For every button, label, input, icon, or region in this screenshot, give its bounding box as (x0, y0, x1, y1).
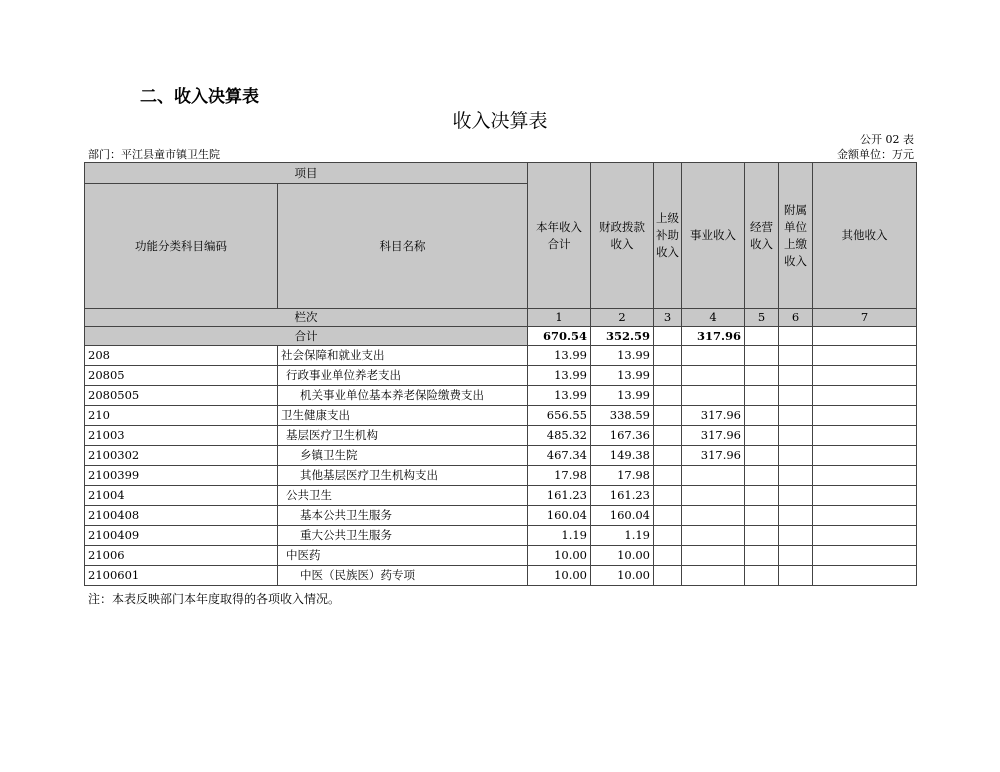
row-value (745, 526, 779, 546)
row-value (682, 386, 745, 406)
row-value: 656.55 (528, 406, 591, 426)
row-value (813, 446, 917, 466)
row-value (682, 486, 745, 506)
row-code: 2100408 (85, 506, 278, 526)
row-value (779, 346, 813, 366)
row-value (779, 506, 813, 526)
unit-label: 金额单位：万元 (837, 148, 914, 161)
row-value (682, 366, 745, 386)
row-value: 17.98 (591, 466, 654, 486)
row-value (745, 426, 779, 446)
row-name: 中医（民族医）药专项 (278, 566, 528, 586)
header-col5: 经营收入 (745, 163, 779, 309)
data-rows (85, 346, 917, 586)
row-value (813, 346, 917, 366)
row-value (745, 386, 779, 406)
row-value (682, 526, 745, 546)
income-table (84, 162, 917, 586)
row-value (654, 506, 682, 526)
header-col3: 上级补助收入 (654, 163, 682, 309)
section-title: 二、收入决算表 (140, 87, 259, 107)
row-value: 149.38 (591, 446, 654, 466)
header-name: 科目名称 (278, 184, 528, 309)
row-value (745, 346, 779, 366)
index-label: 栏次 (85, 309, 528, 327)
row-value (779, 526, 813, 546)
table-row (85, 486, 917, 506)
row-value (654, 346, 682, 366)
row-name: 公共卫生 (278, 486, 528, 506)
footnote: 注：本表反映部门本年度取得的各项收入情况。 (88, 592, 341, 606)
row-value (654, 426, 682, 446)
row-name: 基本公共卫生服务 (278, 506, 528, 526)
row-code: 20805 (85, 366, 278, 386)
row-value: 1.19 (591, 526, 654, 546)
row-code: 210 (85, 406, 278, 426)
row-value: 167.36 (591, 426, 654, 446)
row-value (779, 486, 813, 506)
table-row (85, 466, 917, 486)
row-value: 467.34 (528, 446, 591, 466)
row-value (654, 386, 682, 406)
table-row (85, 546, 917, 566)
row-value (813, 366, 917, 386)
row-name: 机关事业单位基本养老保险缴费支出 (278, 386, 528, 406)
row-name: 社会保障和就业支出 (278, 346, 528, 366)
document-title: 收入决算表 (452, 110, 548, 132)
row-value (682, 566, 745, 586)
row-value (745, 406, 779, 426)
row-value (745, 466, 779, 486)
total-value (654, 327, 682, 346)
header-col2: 财政拨款收入 (591, 163, 654, 309)
header-code: 功能分类科目编码 (85, 184, 278, 309)
row-value: 317.96 (682, 426, 745, 446)
header-project: 项目 (85, 163, 528, 184)
row-value (682, 466, 745, 486)
table-row (85, 446, 917, 466)
row-value: 317.96 (682, 406, 745, 426)
row-value: 338.59 (591, 406, 654, 426)
row-value (779, 386, 813, 406)
row-value (779, 366, 813, 386)
index-num: 3 (654, 309, 682, 327)
row-value (813, 426, 917, 446)
row-value (813, 486, 917, 506)
row-code: 2100302 (85, 446, 278, 466)
row-value (654, 406, 682, 426)
row-value (654, 446, 682, 466)
row-value: 10.00 (528, 566, 591, 586)
total-value: 317.96 (682, 327, 745, 346)
total-row (85, 327, 917, 346)
row-value: 17.98 (528, 466, 591, 486)
department-label: 部门：平江县童市镇卫生院 (88, 148, 220, 161)
total-value (779, 327, 813, 346)
header-col4: 事业收入 (682, 163, 745, 309)
row-value (779, 566, 813, 586)
row-value (813, 566, 917, 586)
row-code: 2100409 (85, 526, 278, 546)
row-value: 485.32 (528, 426, 591, 446)
table-row (85, 386, 917, 406)
table-row (85, 366, 917, 386)
row-value: 13.99 (591, 346, 654, 366)
row-value: 160.04 (591, 506, 654, 526)
header-col1: 本年收入合计 (528, 163, 591, 309)
row-value (745, 446, 779, 466)
index-num: 6 (779, 309, 813, 327)
table-row (85, 506, 917, 526)
row-value (779, 446, 813, 466)
row-value (745, 506, 779, 526)
row-name: 基层医疗卫生机构 (278, 426, 528, 446)
row-value (745, 546, 779, 566)
table-row (85, 346, 917, 366)
row-code: 2100601 (85, 566, 278, 586)
row-value: 317.96 (682, 446, 745, 466)
row-name: 行政事业单位养老支出 (278, 366, 528, 386)
row-value: 10.00 (591, 546, 654, 566)
row-value (813, 526, 917, 546)
row-value (745, 486, 779, 506)
row-value: 10.00 (591, 566, 654, 586)
row-name: 乡镇卫生院 (278, 446, 528, 466)
row-name: 重大公共卫生服务 (278, 526, 528, 546)
form-number: 公开 02 表 (860, 133, 914, 146)
row-value (813, 386, 917, 406)
row-value (682, 506, 745, 526)
row-value (654, 526, 682, 546)
row-value (654, 566, 682, 586)
total-value (813, 327, 917, 346)
row-value (654, 546, 682, 566)
row-value: 13.99 (528, 346, 591, 366)
row-value (745, 566, 779, 586)
header-col6: 附属单位上缴收入 (779, 163, 813, 309)
row-value (813, 506, 917, 526)
row-value: 10.00 (528, 546, 591, 566)
row-value (813, 406, 917, 426)
row-value: 160.04 (528, 506, 591, 526)
row-value (813, 546, 917, 566)
row-value: 13.99 (591, 366, 654, 386)
row-value (779, 426, 813, 446)
row-code: 21006 (85, 546, 278, 566)
table-row (85, 526, 917, 546)
row-name: 其他基层医疗卫生机构支出 (278, 466, 528, 486)
row-value (682, 346, 745, 366)
total-value (745, 327, 779, 346)
index-num: 1 (528, 309, 591, 327)
total-value: 670.54 (528, 327, 591, 346)
index-row (85, 309, 917, 327)
index-num: 4 (682, 309, 745, 327)
row-value: 1.19 (528, 526, 591, 546)
index-num: 2 (591, 309, 654, 327)
row-value: 13.99 (528, 366, 591, 386)
row-value (654, 486, 682, 506)
index-num: 5 (745, 309, 779, 327)
row-value (779, 406, 813, 426)
row-value (654, 466, 682, 486)
table-row (85, 566, 917, 586)
row-value (654, 366, 682, 386)
row-value (779, 466, 813, 486)
row-value (779, 546, 813, 566)
row-name: 卫生健康支出 (278, 406, 528, 426)
total-label: 合计 (85, 327, 528, 346)
row-value (813, 466, 917, 486)
row-code: 2080505 (85, 386, 278, 406)
row-name: 中医药 (278, 546, 528, 566)
row-value: 161.23 (528, 486, 591, 506)
row-value (745, 366, 779, 386)
row-code: 21004 (85, 486, 278, 506)
row-value: 13.99 (591, 386, 654, 406)
table-row (85, 426, 917, 446)
header-col7: 其他收入 (813, 163, 917, 309)
row-code: 2100399 (85, 466, 278, 486)
index-num: 7 (813, 309, 917, 327)
row-value: 13.99 (528, 386, 591, 406)
row-value: 161.23 (591, 486, 654, 506)
total-value: 352.59 (591, 327, 654, 346)
row-code: 21003 (85, 426, 278, 446)
table-row (85, 406, 917, 426)
row-value (682, 546, 745, 566)
row-code: 208 (85, 346, 278, 366)
